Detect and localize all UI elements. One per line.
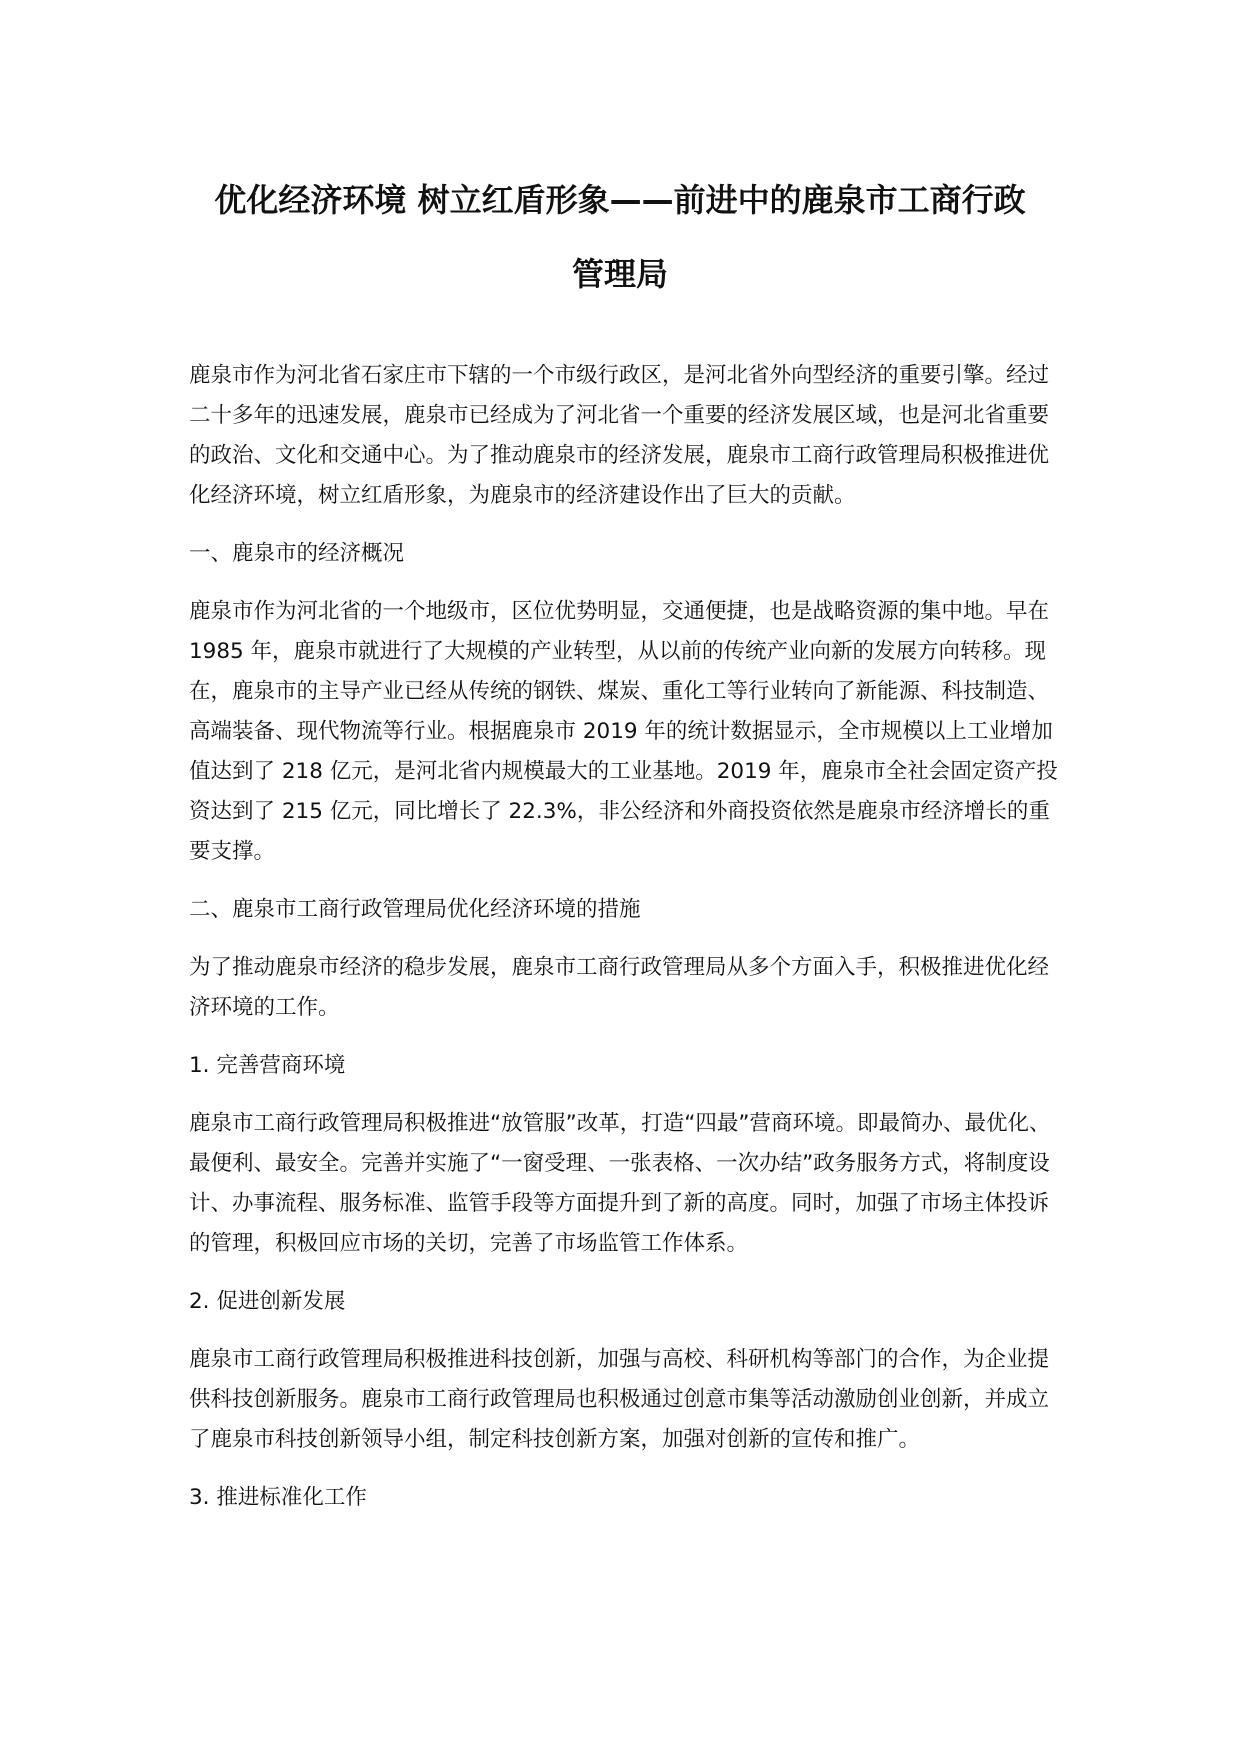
paragraph-economy: 鹿泉市作为河北省的一个地级市，区位优势明显，交通便捷，也是战略资源的集中地。早在 1985 年，鹿泉市就进行了大规模的产业转型，从以前的传统产业向新的发展方向转移。现在，鹿泉市的主导产业已经从传统的钢铁、煤炭、重化工等行业转向了新能源、科技制造、高端装备、现代物流等行业。根据鹿泉市 2019 年的统计数据显示，全市规模以上工业增加值达到了 218 亿元，是河北省内规模最大的工业基地。2019 年，鹿泉市全社会固定资产投资达到了 215 亿元，同比增长了 22.3%，非公经济和外商投资依然是鹿泉市经济增长的重要支撑。 [189, 599, 1058, 864]
paragraph-innovation: 鹿泉市工商行政管理局积极推进科技创新，加强与高校、科研机构等部门的合作，为企业提供科技创新服务。鹿泉市工商行政管理局也积极通过创意市集等活动激励创业创新，并成立了鹿泉市科技创新领导小组，制定科技创新方案，加强对创新的宣传和推广。 [189, 1347, 1050, 1452]
section-heading-measures: 二、鹿泉市工商行政管理局优化经济环境的措施 [189, 897, 641, 922]
paragraph-business-environment: 鹿泉市工商行政管理局积极推进“放管服”改革，打造“四最”营商环境。即最简办、最优化、最便利、最安全。完善并实施了“一窗受理、一张表格、一次办结”政务服务方式，将制度设计、办事流程、服务标准、监管手段等方面提升到了新的高度。同时，加强了市场主体投诉的管理，积极回应市场的关切，完善了市场监管工作体系。 [189, 1111, 1051, 1256]
subheading-innovation: 2. 促进创新发展 [189, 1289, 346, 1314]
paragraph-measures-intro: 为了推动鹿泉市经济的稳步发展，鹿泉市工商行政管理局从多个方面入手，积极推进优化经济环境的工作。 [189, 955, 1050, 1020]
subheading-business-environment: 1. 完善营商环境 [189, 1053, 346, 1078]
subheading-standardization: 3. 推进标准化工作 [189, 1485, 367, 1510]
document-title-line-2: 管理局 [571, 255, 668, 293]
document-body [189, 356, 1069, 1536]
section-heading-economy: 一、鹿泉市的经济概况 [189, 541, 405, 566]
document-title-line-1: 优化经济环境 树立红盾形象——前进中的鹿泉市工商行政 [214, 181, 1026, 219]
paragraph-intro: 鹿泉市作为河北省石家庄市下辖的一个市级行政区，是河北省外向型经济的重要引擎。经过二十多年的迅速发展，鹿泉市已经成为了河北省一个重要的经济发展区域，也是河北省重要的政治、文化和交通中心。为了推动鹿泉市的经济发展，鹿泉市工商行政管理局积极推进优化经济环境，树立红盾形象，为鹿泉市的经济建设作出了巨大的贡献。 [189, 363, 1050, 508]
